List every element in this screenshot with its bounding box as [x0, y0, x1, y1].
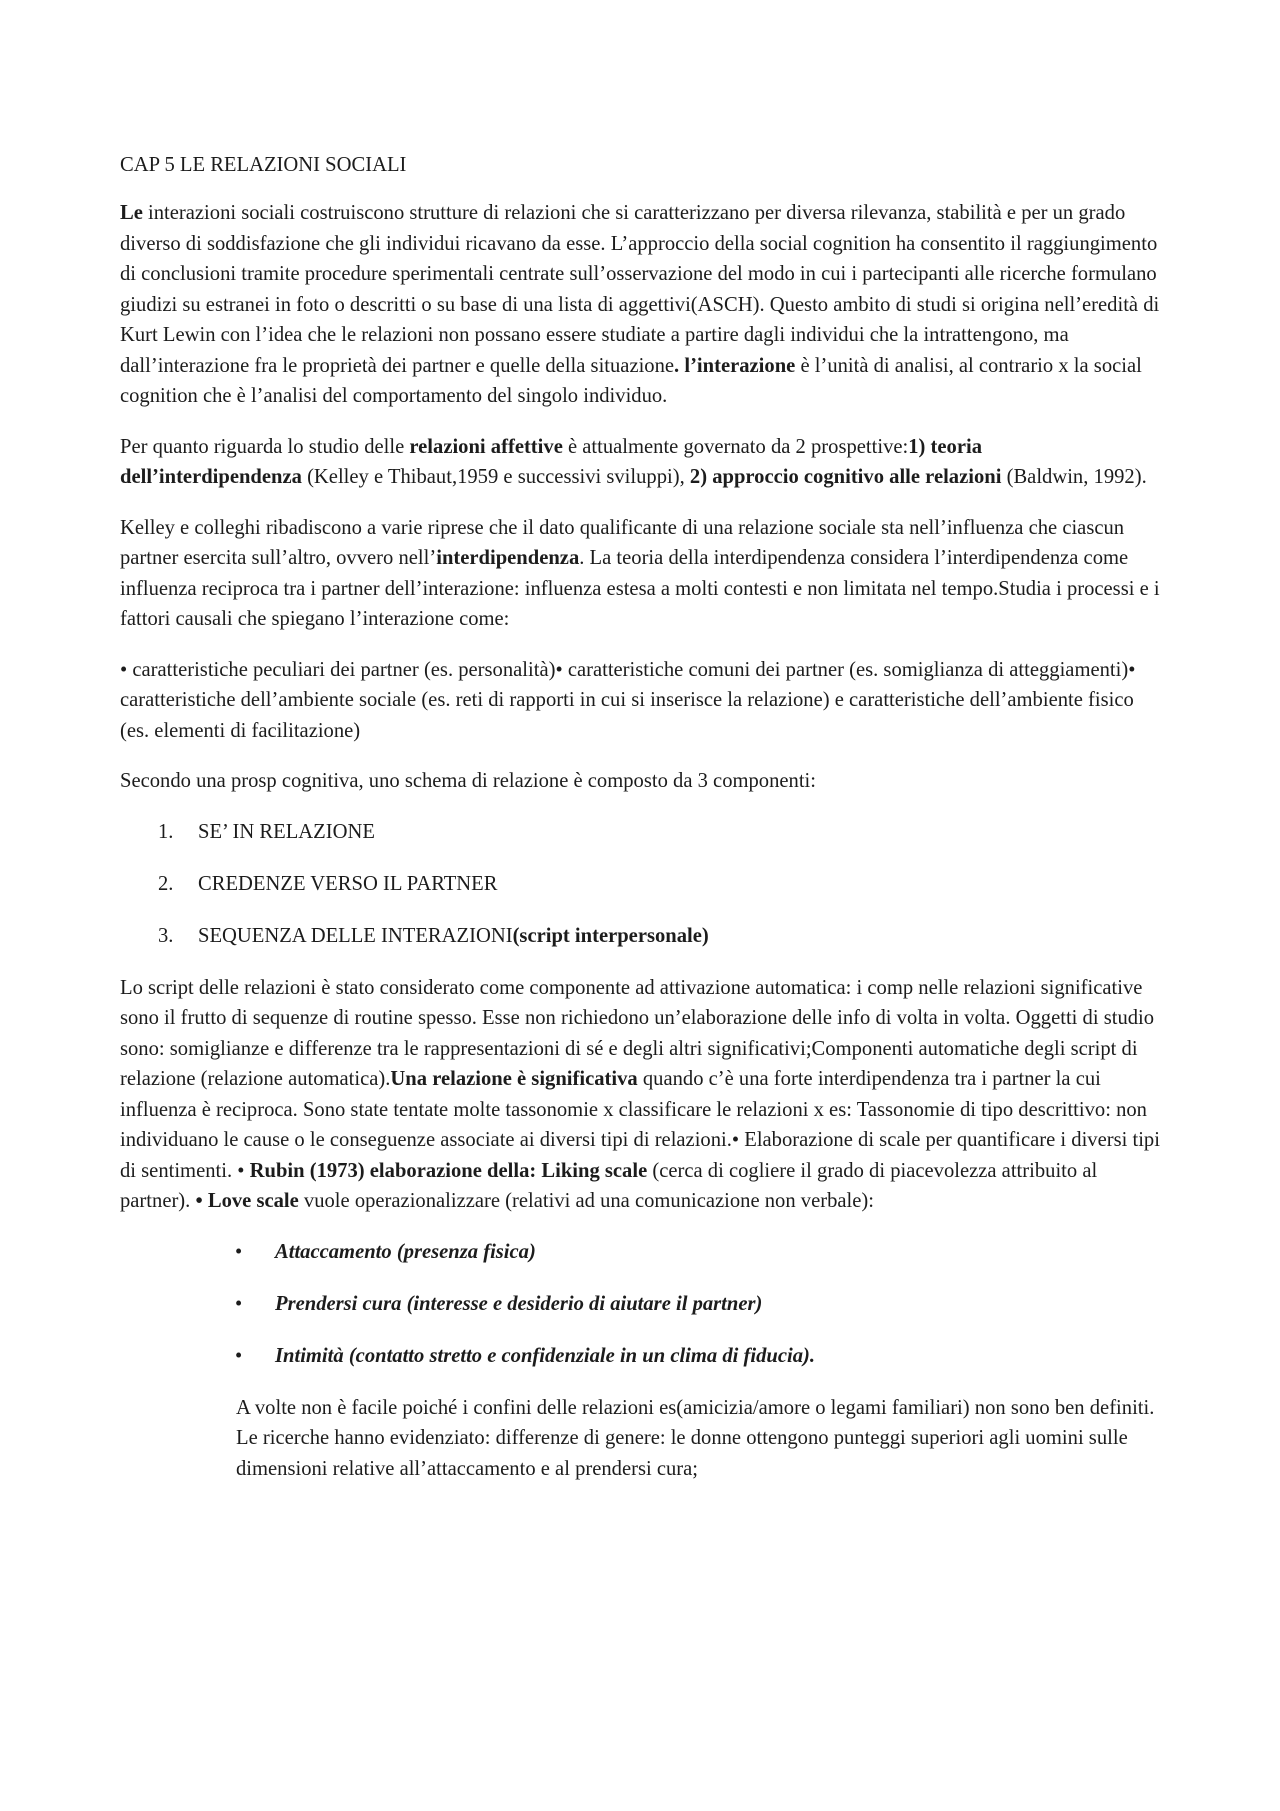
script-bold-rubin: Rubin (1973) elaborazione della: Liking scale: [249, 1159, 648, 1182]
bullet: •: [235, 1292, 243, 1315]
components-list: [120, 817, 1165, 951]
kelley-text-1: Kelley e colleghi ribadiscono a varie riprese che il dato qualificante di una relazione sociale sta nell’influenza che ciascun partner esercita sull’altro, ovvero nell’: [120, 516, 1125, 569]
component-text: SE’ IN RELAZIONE: [198, 820, 375, 843]
script-bold-love-scale: • Love scale: [195, 1190, 299, 1212]
component-item: [120, 869, 1165, 899]
paragraph-characteristics: • caratteristiche peculiari dei partner (es. personalità)• caratteristiche comuni dei partner (es. somiglianza di atteggiamenti)• caratteristiche dell’ambiente sociale (es. reti di rapporti in cui si inserisce la relazione) e caratteristiche dell’ambiente fisico (es. elementi di facilitazione): [120, 658, 1136, 742]
love-scale-text: Intimità (contatto stretto e confidenziale in un clima di fiducia).: [275, 1344, 816, 1367]
intro-text-2: è l’unità di analisi, al contrario x la social cognition che è l’analisi del comportamento del singolo individuo.: [120, 354, 1142, 407]
paragraph-script: [120, 973, 1165, 1217]
paragraph-affective-relations: [120, 432, 1165, 493]
component-item: [120, 817, 1165, 847]
component-extra: (script interpersonale): [512, 924, 709, 947]
affective-bold-approccio: 2) approccio cognitivo alle relazioni: [689, 466, 1002, 488]
paragraph-kelley: [120, 513, 1165, 635]
component-text: CREDENZE VERSO IL PARTNER: [198, 872, 498, 895]
affective-bold-teoria: 1) teoria dell’interdipendenza: [120, 435, 982, 488]
love-scale-text: Prendersi cura (interesse e desiderio di aiutare il partner): [275, 1292, 763, 1315]
kelley-text-2: . La teoria della interdipendenza considera l’interdipendenza come influenza reciproca tra i partner dell’interazione: influenza estesa a molti contesti e non limitata nel tempo.Studia i processi e i fattori causali che spiegano l’interazione come:: [120, 547, 1160, 630]
paragraph-boundaries: A volte non è facile poiché i confini delle relazioni es(amicizia/amore o legami familiari) non sono ben definiti. Le ricerche hanno evidenziato: differenze di genere: le donne ottengono punteggi superiori agli uomini sulle dimensioni relative all’attaccamento e al prendersi cura;: [236, 1396, 1155, 1480]
kelley-bold-interdipendenza: interdipendenza: [436, 547, 580, 569]
script-text-1: Lo script delle relazioni è stato considerato come componente ad attivazione automatica: i comp nelle relazioni significative sono il frutto di sequenze di routine spesso. Esse non richiedono un’elaborazione delle info di volta in volta. Oggetti di studio sono: somiglianze e differenze tra le rappresentazioni di sé e degli altri significativi;Componenti automatiche degli script di relazione (relazione automatica).: [120, 976, 1155, 1090]
intro-lead: Le: [120, 202, 143, 224]
component-number: 1.: [158, 820, 174, 843]
component-number: 2.: [158, 872, 174, 895]
affective-text-1: Per quanto riguarda lo studio delle: [120, 435, 410, 458]
love-scale-item: [120, 1289, 1165, 1319]
paragraph-cognitive-schema: Secondo una prosp cognitiva, uno schema di relazione è composto da 3 componenti:: [120, 770, 817, 792]
affective-text-3: (Kelley e Thibaut,1959 e successivi sviluppi),: [301, 466, 690, 488]
component-text: SEQUENZA DELLE INTERAZIONI: [198, 924, 513, 947]
love-scale-item: [120, 1237, 1165, 1267]
love-scale-item: [120, 1341, 1165, 1371]
document-page: [120, 150, 1165, 1504]
affective-text-2: è attualmente governato da 2 prospettive:: [562, 435, 909, 458]
intro-text-1: interazioni sociali costruiscono strutture di relazioni che si caratterizzano per diversa rilevanza, stabilità e per un grado diverso di soddisfazione che gli individui ricavano da esse. L’approccio della social cognition ha consentito il raggiungimento di conclusioni tramite procedure sperimentali centrate sull’osservazione del modo in cui i partecipanti alle ricerche formulano giudizi su estranei in foto o descritti o su base di una lista di aggettivi(ASCH). Questo ambito di studi si origina nell’eredità di Kurt Lewin con l’idea che le relazioni non possano essere studiate a partire dagli individui che la intrattengono, ma dall’interazione fra le proprietà dei partner e quelle della situazione: [120, 202, 1160, 377]
component-number: 3.: [158, 924, 174, 947]
bullet: •: [235, 1240, 243, 1263]
intro-bold-interazione: . l’interazione: [674, 354, 796, 377]
script-text-4: vuole operazionalizzare (relativi ad una comunicazione non verbale):: [298, 1190, 874, 1212]
affective-text-4: (Baldwin, 1992).: [1001, 466, 1147, 488]
script-text-3: (cerca di cogliere il grado di piacevolezza attribuito al partner).: [120, 1159, 1098, 1212]
script-bold-significativa: Una relazione è significativa: [390, 1068, 638, 1090]
love-scale-list: [120, 1237, 1165, 1371]
script-text-2: quando c’è una forte interdipendenza tra i partner la cui influenza è reciproca. Sono state tentate molte tassonomie x classificare le relazioni x es: Tassonomie di tipo descrittivo: non individuano le cause o le conseguenze associate ai diversi tipi di relazioni.• Elaborazione di scale per quantificare i diversi tipi di sentimenti. •: [120, 1068, 1160, 1182]
affective-bold-relazioni: relazioni affettive: [409, 435, 563, 458]
love-scale-text: Attaccamento (presenza fisica): [275, 1240, 536, 1263]
chapter-title: CAP 5 LE RELAZIONI SOCIALI: [120, 154, 407, 176]
bullet: •: [235, 1344, 243, 1367]
component-item: [120, 921, 1165, 951]
paragraph-intro: [120, 198, 1165, 412]
